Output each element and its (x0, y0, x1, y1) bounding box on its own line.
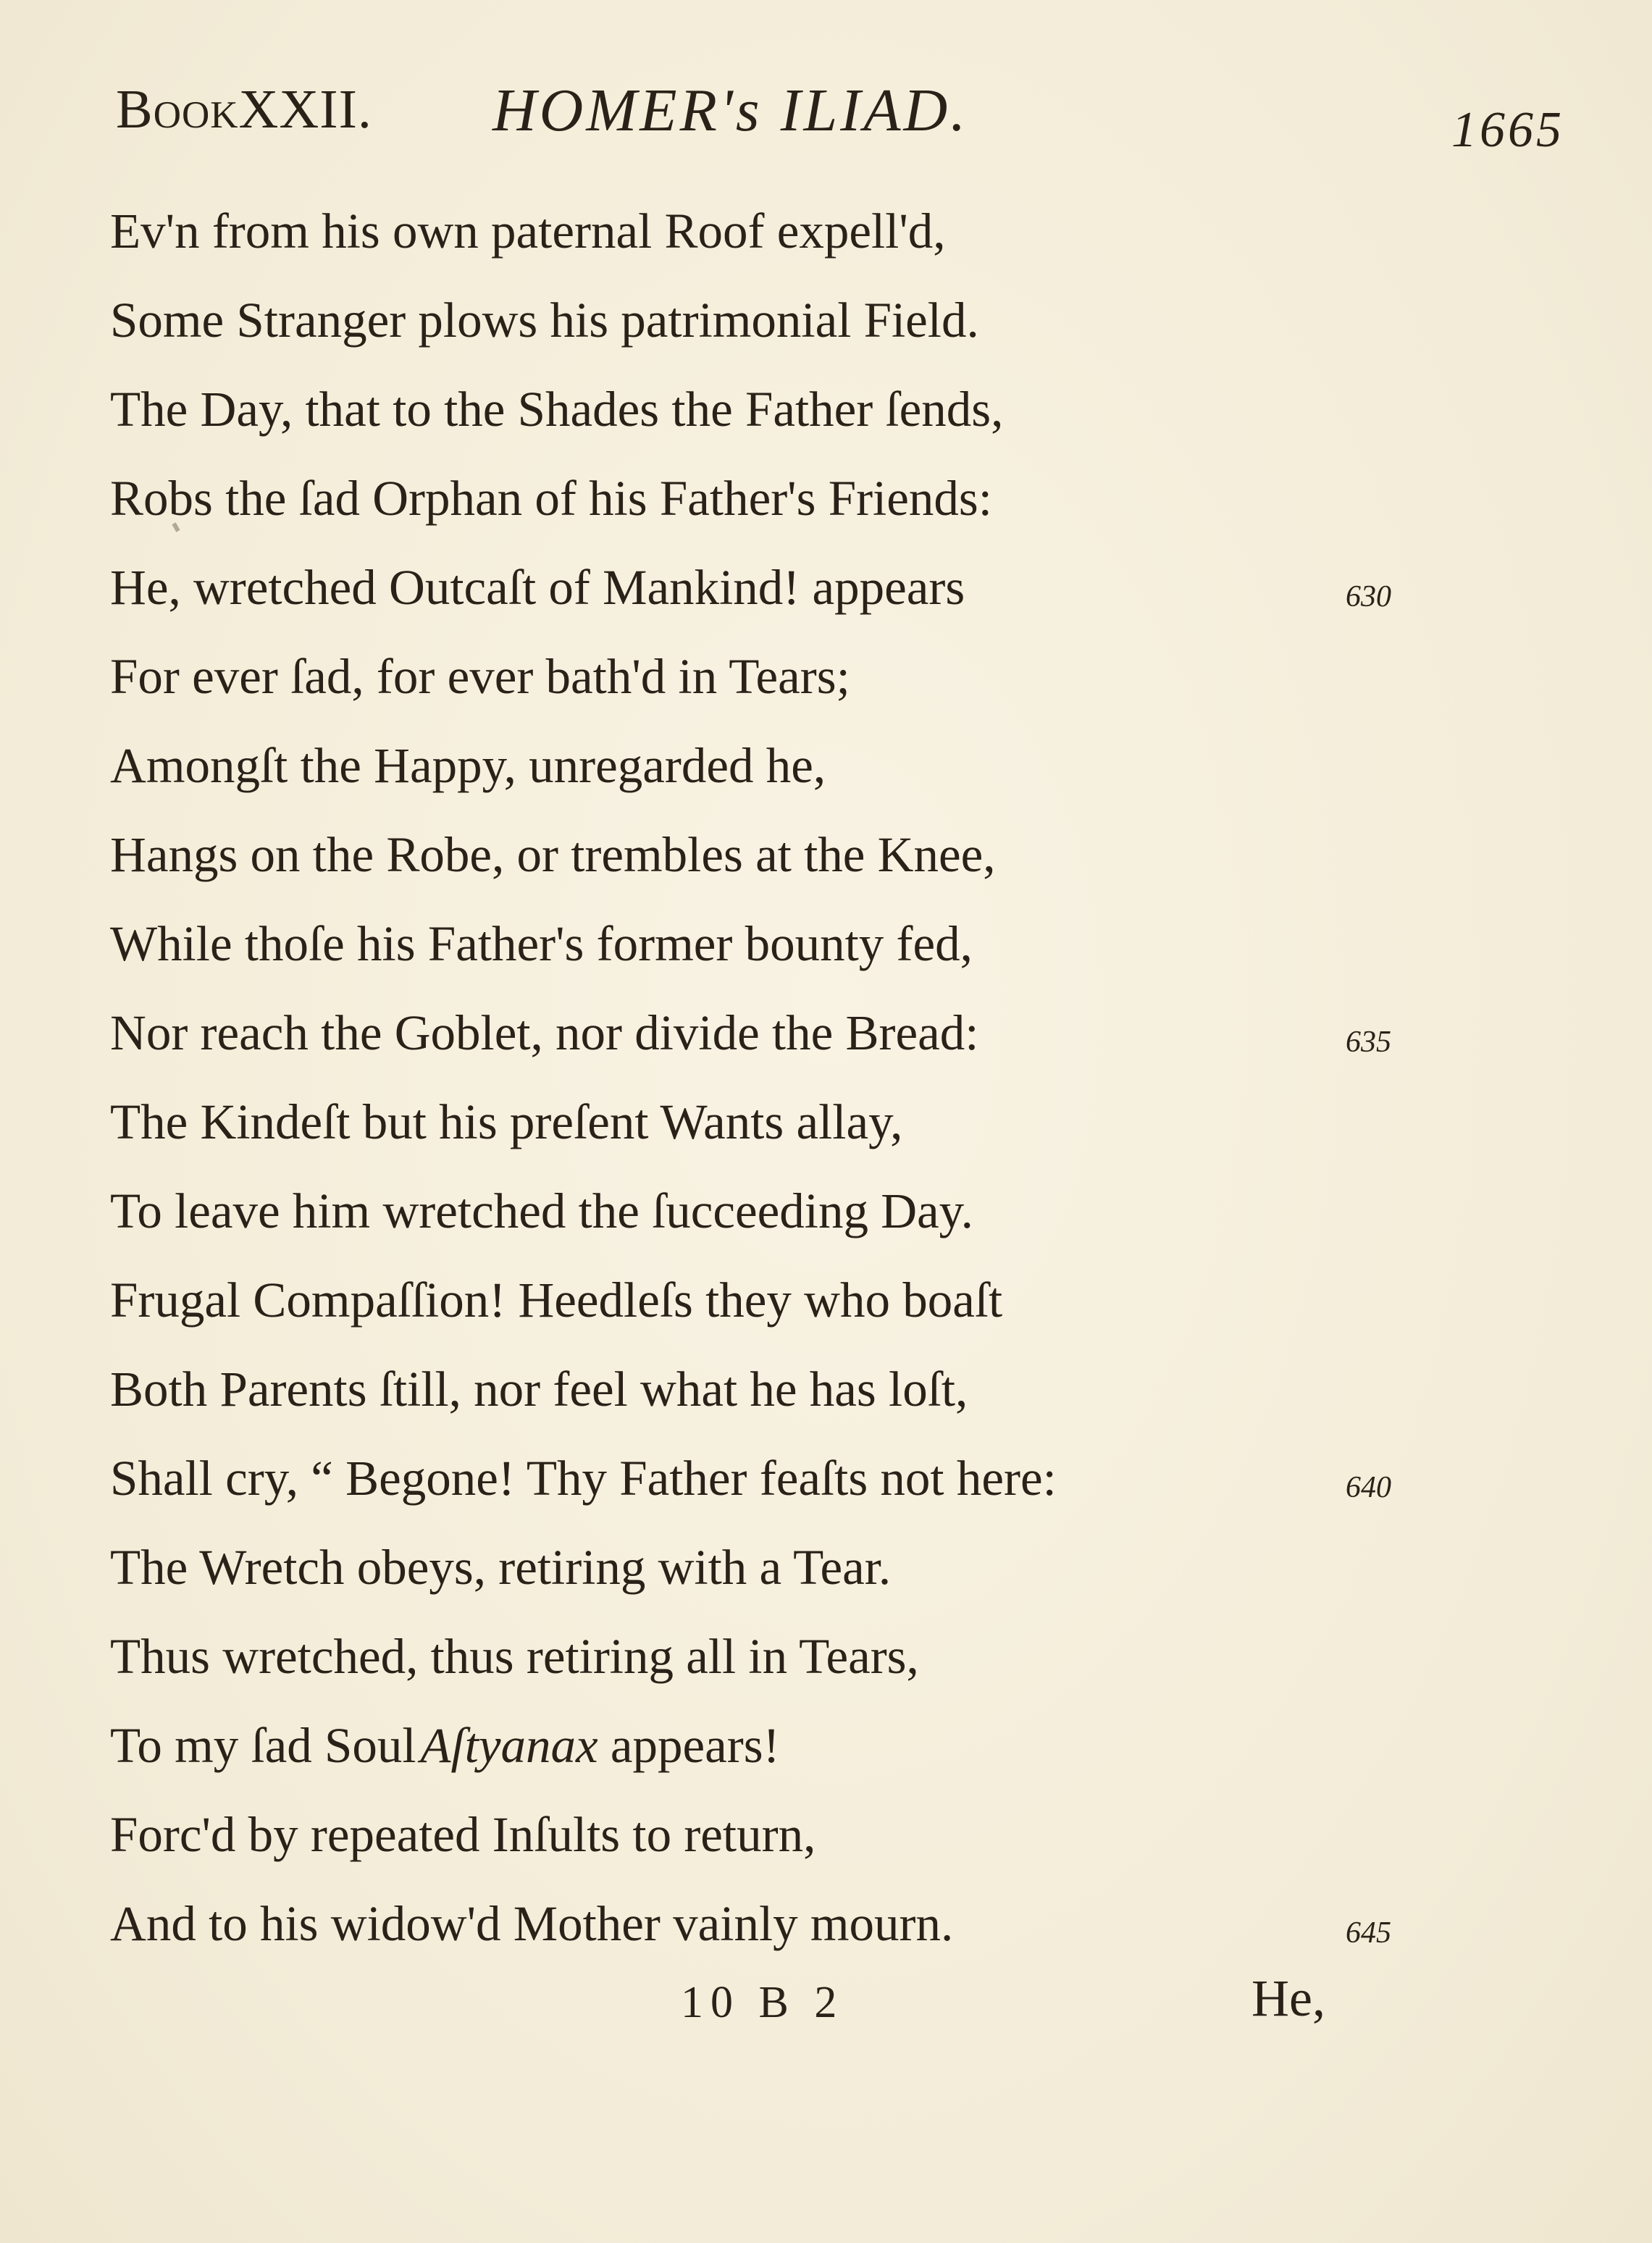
verse-line: Hangs on the Robe, or trembles at the Knee, (110, 827, 996, 882)
signature-mark: 10 B 2 (681, 1978, 844, 2027)
line-number-630: 630 (1346, 580, 1391, 613)
verse-line: To leave him wretched the ſucceeding Day. (110, 1183, 973, 1238)
verse-line: Robs the ſad Orphan of his Father's Friends: (110, 471, 992, 526)
verse-line: He, wretched Outcaſt of Mankind! appears (110, 560, 965, 615)
line-number-645: 645 (1346, 1916, 1391, 1950)
book-prefix: Book (116, 79, 239, 140)
verse-line-end: appears! (598, 1718, 780, 1773)
running-head (116, 78, 1564, 158)
verse-line: Ev'n from his own paternal Roof expell'd, (110, 204, 946, 259)
catchword: He, (1251, 1969, 1325, 2027)
verse-line: The Wretch obeys, retiring with a Tear. (110, 1540, 892, 1595)
verse-line: Thus wretched, thus retiring all in Tears, (110, 1629, 919, 1684)
verse-line: Both Parents ſtill, nor feel what he has loſt, (110, 1362, 968, 1417)
verse-line: Frugal Compaſſion! Heedleſs they who boaſt (110, 1273, 1003, 1328)
line-number-635: 635 (1346, 1026, 1391, 1059)
verse-line: Forc'd by repeated Inſults to return, (110, 1807, 816, 1862)
verse-line: The Day, that to the Shades the Father ſends, (110, 382, 1004, 437)
verse-line: For ever ſad, for ever bath'd in Tears; (110, 649, 850, 704)
book-numeral: XXII. (238, 79, 372, 140)
verse-block (110, 187, 1341, 1969)
italic-name-astyanax: Aſtyanax (420, 1718, 598, 1773)
verse-line: While thoſe his Father's former bounty fed, (110, 916, 973, 971)
verse-line: And to his widow'd Mother vainly mourn. (110, 1896, 954, 1951)
verse-line: The Kindeſt but his preſent Wants allay, (110, 1094, 903, 1149)
verse-line-with-name (110, 1701, 1341, 1790)
verse-line: Nor reach the Goblet, nor divide the Bread: (110, 1005, 979, 1060)
page-number: 1665 (1451, 102, 1564, 158)
verse-line: Shall cry, “ Begone! Thy Father feaſts not here: (110, 1451, 1057, 1506)
work-title: HOMER's ILIAD. (492, 77, 969, 144)
verse-line: Some Stranger plows his patrimonial Field. (110, 293, 979, 348)
verse-line-start: To my ſad Soul (110, 1718, 416, 1773)
verse-line: Amongſt the Happy, unregarded he, (110, 738, 826, 793)
book-label (116, 78, 372, 141)
line-number-640: 640 (1346, 1471, 1391, 1504)
